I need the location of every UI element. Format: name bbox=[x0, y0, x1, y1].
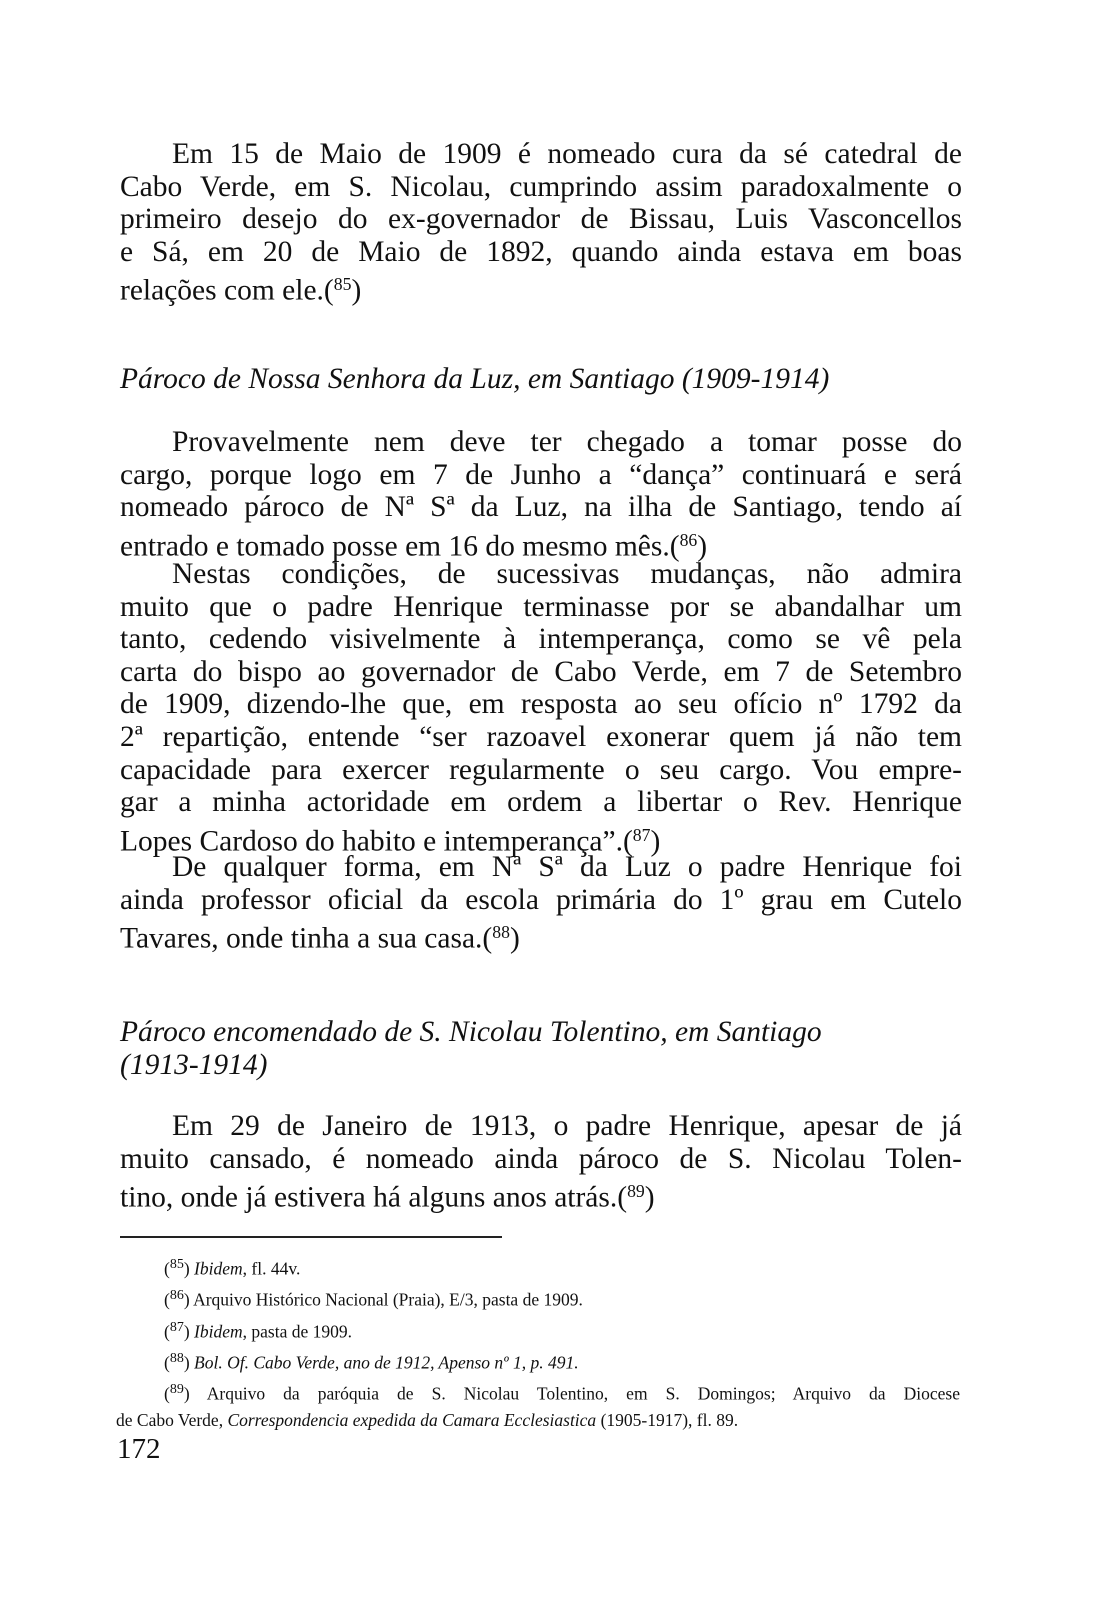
footnote bbox=[116, 1282, 960, 1313]
footnote bbox=[116, 1251, 960, 1282]
text-run: gar a minha actoridade em ordem a libertar o Rev. Henrique bbox=[120, 786, 962, 819]
text-line bbox=[120, 558, 962, 591]
text-line bbox=[120, 1143, 962, 1176]
paragraph bbox=[120, 558, 962, 858]
text-run: Cabo Verde, em S. Nicolau, cumprindo assim paradoxalmente o bbox=[120, 170, 962, 203]
footnote-open: ( bbox=[164, 1383, 170, 1404]
footnote-open: ( bbox=[164, 1320, 170, 1341]
text-run: Provavelmente nem deve ter chegado a tomar posse do bbox=[172, 426, 962, 458]
text-line bbox=[120, 203, 962, 236]
text-line bbox=[120, 236, 962, 269]
text-line bbox=[120, 1016, 962, 1049]
text-run: tanto, cedendo visivelmente à intemperança, como se vê pela bbox=[120, 623, 962, 656]
paragraph bbox=[120, 1110, 962, 1215]
footnote-ref: 87 bbox=[632, 824, 651, 845]
text-line bbox=[120, 459, 962, 492]
text-run: muito cansado, é nomeado ainda pároco de S. Nicolau Tolen- bbox=[120, 1142, 962, 1175]
footnote-ref: 89 bbox=[627, 1181, 645, 1202]
text-run: ) bbox=[697, 530, 708, 563]
text-line bbox=[120, 363, 962, 396]
footnote-open: ( bbox=[164, 1289, 170, 1310]
footnote-ref: 88 bbox=[492, 922, 510, 943]
text-run: Lopes Cardoso do habito e intemperança”.( bbox=[120, 825, 633, 858]
text-line bbox=[120, 786, 962, 819]
footnote-close: ) bbox=[183, 1289, 194, 1310]
footnote-number: 85 bbox=[169, 1257, 184, 1272]
footnote-close: ) bbox=[183, 1320, 195, 1341]
text-run: Pároco encomendado de S. Nicolau Tolentino, em Santiago bbox=[120, 1016, 822, 1048]
text-line bbox=[120, 1175, 962, 1214]
text-line bbox=[120, 884, 962, 917]
text-run: De qualquer forma, em Nª Sª da Luz o padre Henrique foi bbox=[172, 851, 962, 883]
text-line bbox=[120, 623, 962, 656]
page-number: 172 bbox=[117, 1433, 161, 1465]
text-line bbox=[120, 916, 962, 955]
section-heading bbox=[120, 1016, 962, 1081]
text-run: de 1909, dizendo-lhe que, em resposta ao seu ofício nº 1792 da bbox=[120, 688, 962, 721]
footnote-text: Arquivo da paróquia de S. Nicolau Tolentino, em S. Domingos; Arquivo da Diocese bbox=[206, 1383, 960, 1404]
footnote-text: , fl. 44v. bbox=[242, 1258, 301, 1279]
footnote-number: 87 bbox=[169, 1319, 184, 1335]
text-line bbox=[120, 1049, 962, 1082]
text-line bbox=[120, 656, 962, 689]
text-line bbox=[120, 268, 962, 307]
text-run: ) bbox=[644, 1181, 655, 1214]
footnote-text: Correspondencia expedida da Camara Ecclesiastica bbox=[227, 1410, 597, 1431]
footnote-number: 89 bbox=[169, 1382, 184, 1398]
text-run: muito que o padre Henrique terminasse por se abandalhar um bbox=[120, 590, 962, 623]
footnote-open: ( bbox=[164, 1258, 170, 1279]
text-run: ) bbox=[351, 275, 362, 308]
section-heading bbox=[120, 363, 962, 396]
footnote-divider bbox=[120, 1236, 502, 1238]
paragraph bbox=[120, 426, 962, 563]
footnote bbox=[116, 1314, 960, 1345]
text-run: nomeado pároco de Nª Sª da Luz, na ilha de Santiago, tendo aí bbox=[120, 491, 962, 524]
text-run: tino, onde já estivera há alguns anos atrás.( bbox=[120, 1181, 628, 1214]
text-run: Em 15 de Maio de 1909 é nomeado cura da sé catedral de bbox=[172, 138, 962, 170]
footnote bbox=[116, 1345, 960, 1376]
text-run: ainda professor oficial da escola primária do 1º grau em Cutelo bbox=[120, 883, 962, 916]
footnote-ref: 86 bbox=[679, 529, 698, 550]
footnote bbox=[116, 1376, 960, 1407]
footnote-text: Ibidem bbox=[194, 1320, 243, 1341]
text-line bbox=[120, 688, 962, 721]
footnote-open: ( bbox=[164, 1352, 170, 1373]
footnote-ref: 85 bbox=[333, 274, 352, 295]
text-line bbox=[120, 491, 962, 524]
footnote-number: 88 bbox=[169, 1350, 184, 1366]
footnote-number: 86 bbox=[169, 1288, 184, 1304]
text-run: primeiro desejo do ex-governador de Bissau, Luis Vasconcellos bbox=[120, 203, 962, 236]
text-line bbox=[120, 171, 962, 204]
text-line bbox=[120, 721, 962, 754]
footnote-close: ) bbox=[183, 1258, 195, 1279]
footnote-text: Bol. Of. Cabo Verde, ano de 1912, Apenso nº 1, p. 491. bbox=[194, 1352, 579, 1373]
footnote-text: de Cabo Verde, bbox=[116, 1410, 228, 1431]
text-run: e Sá, em 20 de Maio de 1892, quando ainda estava em boas bbox=[120, 235, 962, 268]
text-line bbox=[120, 754, 962, 787]
text-run: (1913-1914) bbox=[120, 1048, 268, 1081]
footnote-close: ) bbox=[183, 1352, 195, 1373]
text-run: carta do bispo ao governador de Cabo Verde, em 7 de Setembro bbox=[120, 655, 962, 688]
text-line bbox=[120, 426, 962, 459]
text-line bbox=[120, 851, 962, 884]
text-run: ) bbox=[650, 825, 661, 858]
paragraph bbox=[120, 851, 962, 956]
text-run: Tavares, onde tinha a sua casa.( bbox=[120, 922, 493, 955]
text-line bbox=[120, 138, 962, 171]
footnote-text: (1905-1917), fl. 89. bbox=[596, 1410, 739, 1431]
text-run: capacidade para exercer regularmente o seu cargo. Vou empre- bbox=[120, 753, 962, 786]
footnote-text: , pasta de 1909. bbox=[242, 1320, 352, 1341]
footnote-continuation bbox=[116, 1407, 960, 1434]
text-run: entrado e tomado posse em 16 do mesmo mês.( bbox=[120, 530, 680, 563]
text-run: Em 29 de Janeiro de 1913, o padre Henrique, apesar de já bbox=[172, 1110, 962, 1142]
text-run: ) bbox=[509, 922, 520, 955]
text-line bbox=[120, 1110, 962, 1143]
footnote-text: Arquivo Histórico Nacional (Praia), E/3, pasta de 1909. bbox=[193, 1289, 583, 1310]
text-run: cargo, porque logo em 7 de Junho a “dança” continuará e será bbox=[120, 458, 962, 491]
footnote-text: Ibidem bbox=[194, 1258, 243, 1279]
text-run: Nestas condições, de sucessivas mudanças, não admira bbox=[172, 558, 962, 590]
text-run: 2ª repartição, entende “ser razoavel exonerar quem já não tem bbox=[120, 720, 962, 753]
paragraph bbox=[120, 138, 962, 308]
text-run: relações com ele.( bbox=[120, 275, 334, 308]
footnotes bbox=[116, 1251, 960, 1434]
footnote-close: ) bbox=[183, 1383, 207, 1404]
text-run: Pároco de Nossa Senhora da Luz, em Santiago (1909-1914) bbox=[120, 363, 830, 395]
text-line bbox=[120, 591, 962, 624]
